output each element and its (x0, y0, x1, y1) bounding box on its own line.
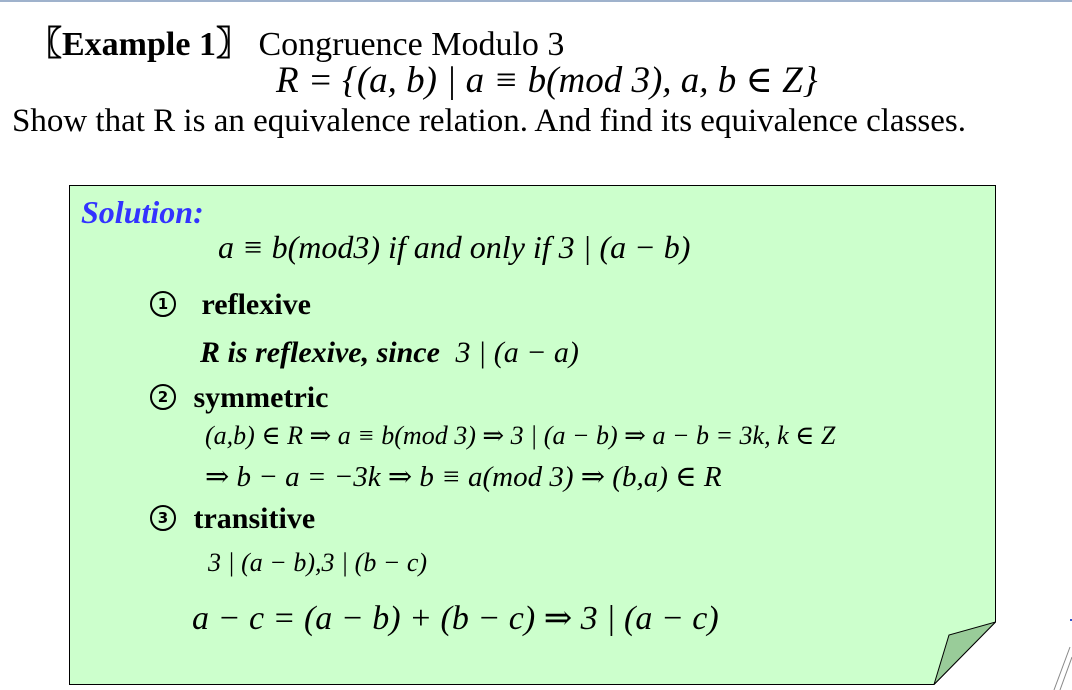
decorative-corner-lines (1040, 612, 1072, 690)
symmetric-title: symmetric (193, 381, 329, 414)
reflexive-proof-math: 3 | (a − a) (455, 336, 579, 369)
reflexive-proof (200, 336, 579, 370)
transitive-premise: 3 | (a − b),3 | (b − c) (208, 548, 428, 577)
example-title: Congruence Modulo 3 (258, 26, 565, 63)
transitive-heading (150, 502, 315, 536)
circled-number-3: 3 (150, 505, 176, 531)
top-rule (0, 0, 1072, 2)
reflexive-proof-text: R is reflexive, since (200, 336, 440, 369)
symmetric-step-2: ⇒ b − a = −3k ⇒ b ≡ a(mod 3) ⇒ (b,a) ∈ R (205, 461, 722, 493)
circled-number-1: 1 (150, 291, 176, 317)
question-text: Show that R is an equivalence relation. And find its equivalence classes. (12, 103, 967, 139)
symmetric-heading (150, 381, 328, 415)
circled-number-2: 2 (150, 384, 176, 410)
relation-definition: R = {(a, b) | a ≡ b(mod 3), a, b ∈ Z} (276, 60, 818, 101)
transitive-conclusion: a − c = (a − b) + (b − c) ⇒ 3 | (a − c) (192, 600, 719, 637)
reflexive-title: reflexive (201, 288, 311, 321)
symmetric-step-1: (a,b) ∈ R ⇒ a ≡ b(mod 3) ⇒ 3 | (a − b) ⇒ a − b = 3k, k ∈ Z (205, 421, 836, 450)
example-label: 〖Example 1〗 (28, 26, 250, 63)
reflexive-heading (150, 288, 311, 322)
solution-label: Solution: (81, 194, 204, 230)
transitive-title: transitive (193, 502, 316, 535)
congruence-definition: a ≡ b(mod3) if and only if 3 | (a − b) (218, 229, 691, 265)
